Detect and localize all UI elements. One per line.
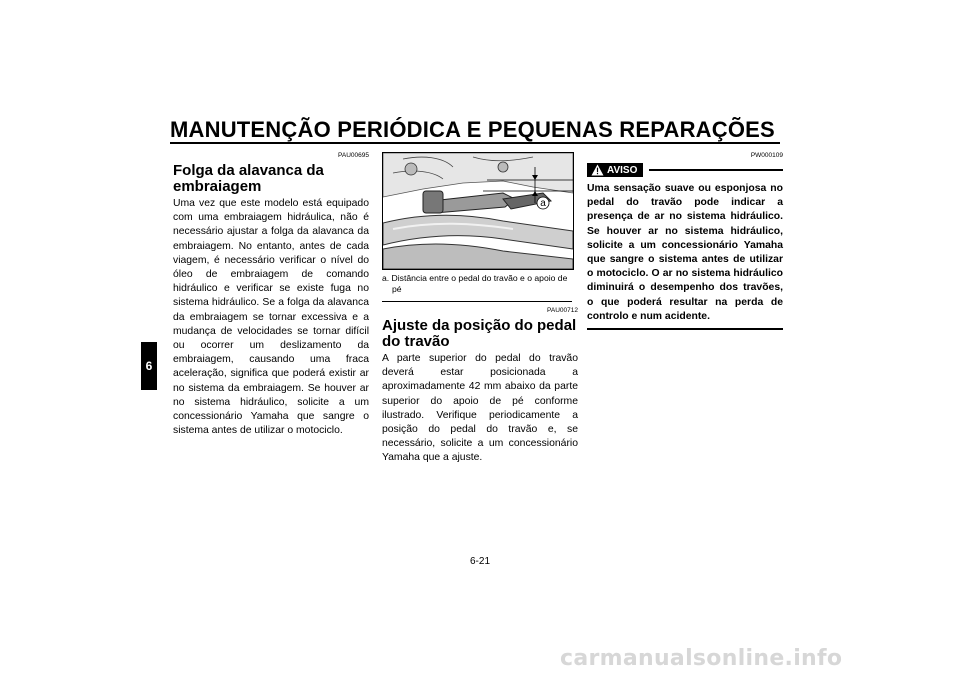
section-code: PAU00712 [547, 307, 578, 314]
column-warning [587, 152, 783, 330]
illustration-drawing [383, 153, 573, 269]
chapter-tab [141, 342, 157, 390]
title-rule [170, 142, 780, 144]
section-heading: Folga da alavanca da embraiagem [173, 162, 324, 195]
figure-caption: a. Distância entre o pedal do travão e o apoio de pé [382, 273, 568, 294]
warning-end-rule [587, 328, 783, 330]
watermark: carmanualsonline.info [560, 646, 843, 671]
warning-badge [587, 163, 643, 177]
chapter-number: 6 [145, 359, 153, 373]
warning-code: PW000109 [750, 152, 783, 159]
warning-label: AVISO [607, 164, 638, 176]
column-clutch [173, 152, 369, 438]
callout-label: a [540, 198, 546, 209]
column-brake-pedal [382, 152, 578, 466]
brake-pedal-illustration [382, 152, 574, 270]
section-body: A parte superior do pedal do travão deverá estar posicionada a aproximadamente 42 mm abaixo da parte superior do apoio de pé conforme ilustrado. Verifique periodicamente a posição do pedal do travão e, se necessário, solicite a um concessionário Yamaha que a ajuste. [382, 353, 578, 464]
warning-header [587, 163, 783, 177]
section-body: Uma vez que este modelo está equipado com uma embraiagem hidráulica, não é necessário ajustar a folga da alavanca da embraiagem. No entanto, antes de cada viagem, é necessário verificar o nível do óleo de embraiagem de comando hidráulico e verificar se existe fuga no sistema hidráulico. Se a folga da alavanca da embraiagem se tornar excessiva e a mudança de velocidades se tornar difícil ou ocorrer um deslizamento da embraiagem, causando uma fraca aceleração, significa que poderá existir ar no sistema da embraiagem. Se houver ar no sistema hidráulico, solicite a um concessionário Yamaha que sangre o sistema antes de utilizar o motociclo. [173, 198, 369, 437]
section-code: PAU00695 [338, 152, 369, 159]
page-title: MANUTENÇÃO PERIÓDICA E PEQUENAS REPARAÇÕES [170, 117, 775, 142]
warning-text: Uma sensação suave ou esponjosa no pedal do travão pode indicar a presença de ar no sistema hidráulico. Se houver ar no sistema hidráulico, solicite a um concessionário Yamaha que sangre o sistema antes de utilizar o motociclo. O ar no sistema hidráulico diminuirá o desempenho dos travões, o que poderá resultar na perda de controlo e num acidente. [587, 183, 783, 322]
warning-triangle-icon [591, 164, 604, 176]
caption-rule [382, 301, 572, 302]
page-number: 6-21 [469, 556, 490, 567]
warning-rule [649, 169, 783, 171]
section-heading: Ajuste da posição do pedal do travão [382, 317, 577, 350]
